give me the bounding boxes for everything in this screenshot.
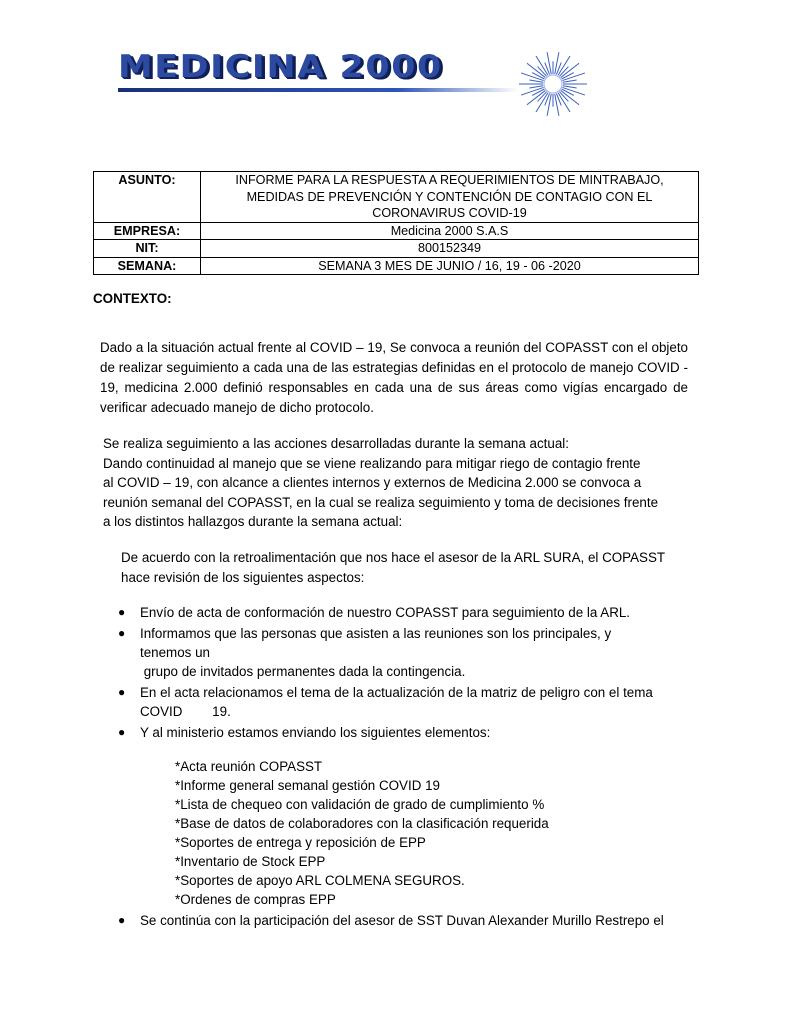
logo-underline <box>118 88 518 92</box>
list-item <box>118 723 688 742</box>
info-key: EMPRESA: <box>94 222 201 240</box>
list-item-line: grupo de invitados permanentes dada la contingencia. <box>140 664 466 679</box>
text-line: Se realiza seguimiento a las acciones desarrolladas durante la semana actual: <box>103 436 569 451</box>
context-paragraph-2 <box>103 434 688 532</box>
list-item <box>118 603 688 622</box>
list-item <box>118 624 688 681</box>
text-line: a los distintos hallazgos durante la semana actual: <box>103 514 403 529</box>
bullet-dot-icon: ● <box>118 913 126 927</box>
element-item: *Ordenes de compras EPP <box>175 892 336 907</box>
element-item: *Soportes de apoyo ARL COLMENA SEGUROS. <box>175 873 465 888</box>
list-item-line: Y al ministerio estamos enviando los siguientes elementos: <box>140 725 491 740</box>
elements-list <box>175 757 549 909</box>
info-table <box>93 171 699 275</box>
list-item-line: Envío de acta de conformación de nuestro COPASST para seguimiento de la ARL. <box>140 605 631 620</box>
info-value: 800152349 <box>201 240 699 258</box>
element-item: *Base de datos de colaboradores con la clasificación requerida <box>175 816 549 831</box>
text-line: De acuerdo con la retroalimentación que nos hace el asesor de la ARL SURA, el COPASST <box>121 550 666 565</box>
bullet-dot-icon: ● <box>118 626 126 640</box>
info-row <box>94 240 699 258</box>
text-line: reunión semanal del COPASST, en la cual se realiza seguimiento y toma de decisiones frente <box>103 494 659 510</box>
list-item-line: tenemos un <box>140 645 210 660</box>
text-line: Dando continuidad al manejo que se viene realizando para mitigar riego de contagio frente <box>103 455 641 471</box>
aspects-list <box>118 603 688 744</box>
element-item: *Soportes de entrega y reposición de EPP <box>175 835 426 850</box>
element-item: *Lista de chequeo con validación de grado de cumplimiento % <box>175 797 545 812</box>
bullet-dot-icon: ● <box>118 685 126 699</box>
list-item-line: Informamos que las personas que asisten a las reuniones son los principales, y <box>140 626 612 641</box>
element-item: *Inventario de Stock EPP <box>175 854 326 869</box>
info-key: SEMANA: <box>94 257 201 275</box>
info-value: INFORME PARA LA RESPUESTA A REQUERIMIENTOS DE MINTRABAJO, MEDIDAS DE PREVENCIÓN Y CONTENCIÓN DE CONTAGIO CON EL CORONAVIRUS COVID-19 <box>201 172 699 223</box>
info-value: Medicina 2000 S.A.S <box>201 222 699 240</box>
logo-text: MEDICINA 2000 <box>118 49 443 85</box>
element-item: *Acta reunión COPASST <box>175 759 323 774</box>
context-paragraph-3 <box>121 548 688 587</box>
starburst-icon <box>508 48 598 120</box>
text-line: al COVID – 19, con alcance a clientes internos y externos de Medicina 2.000 se convoca a <box>103 475 642 490</box>
info-key: ASUNTO: <box>94 172 201 223</box>
element-item: *Informe general semanal gestión COVID 19 <box>175 778 440 793</box>
info-value: SEMANA 3 MES DE JUNIO / 16, 19 - 06 -2020 <box>201 257 699 275</box>
info-row <box>94 172 699 223</box>
company-logo <box>118 48 598 118</box>
list-item-line: COVID 19. <box>140 704 231 719</box>
context-paragraph-1: Dado a la situación actual frente al COVID – 19, Se convoca a reunión del COPASST con el objeto de realizar seguimiento a cada una de las estrategias definidas en el protocolo de manejo COVID - 19, medicina 2.000 definió responsables en cada una de sus áreas como vigías encargado de verificar adecuado manejo de dicho protocolo. <box>100 340 688 415</box>
list-item <box>118 683 688 721</box>
info-key: NIT: <box>94 240 201 258</box>
bullet-dot-icon: ● <box>118 605 126 619</box>
last-bullet <box>118 911 720 930</box>
last-bullet-text: Se continúa con la participación del asesor de SST Duvan Alexander Murillo Restrepo el <box>140 913 664 928</box>
bullet-dot-icon: ● <box>118 725 126 739</box>
info-row <box>94 222 699 240</box>
text-line: hace revisión de los siguientes aspectos: <box>121 569 365 585</box>
info-row <box>94 257 699 275</box>
context-heading: CONTEXTO: <box>93 291 172 306</box>
list-item-line: En el acta relacionamos el tema de la actualización de la matriz de peligro con el tema <box>140 685 653 700</box>
